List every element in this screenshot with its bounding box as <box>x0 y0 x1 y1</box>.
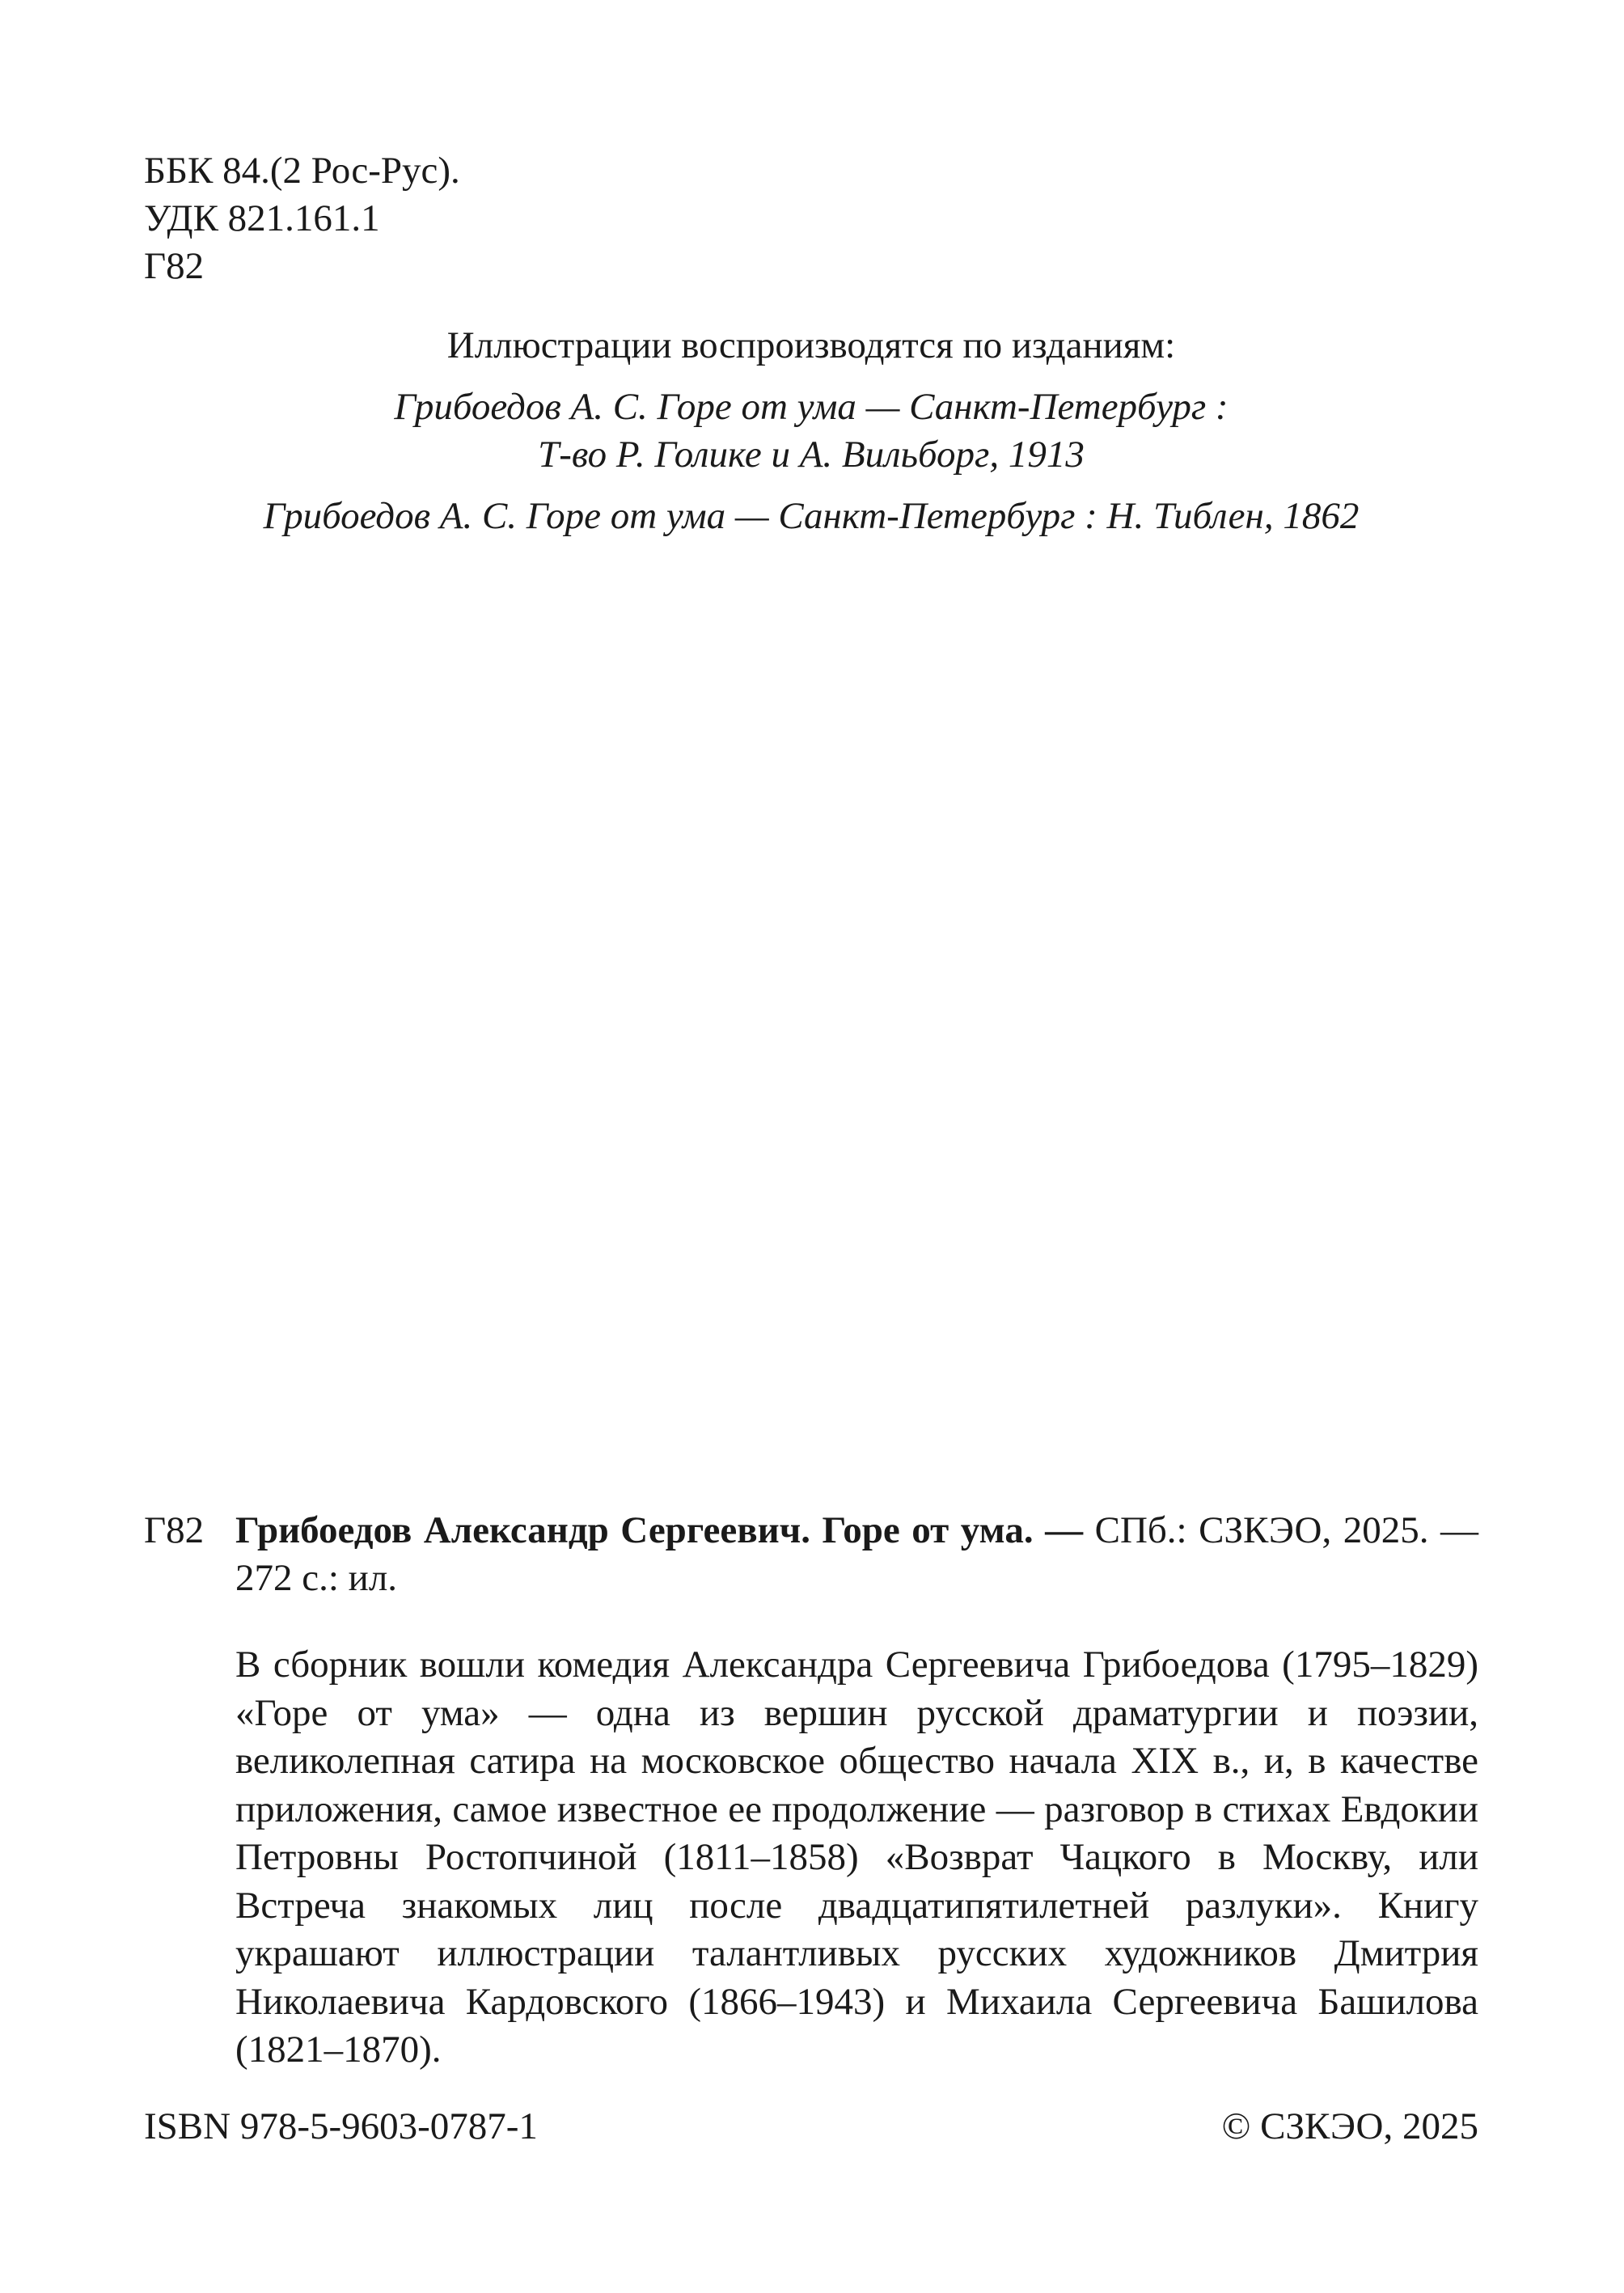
bbk-code: ББК 84.(2 Рос-Рус). <box>144 150 460 192</box>
record-body <box>235 1507 1478 1602</box>
source-item-line: Грибоедов А. С. Горе от ума — Санкт-Петербург : Н. Тиблен, 1862 <box>263 495 1360 537</box>
source-item <box>144 383 1478 479</box>
copyright: © СЗКЭО, 2025 <box>1221 2105 1478 2147</box>
bibliographic-record <box>144 1507 1478 1602</box>
record-title: Грибоедов Александр Сергеевич. Горе от ума. — <box>235 1509 1084 1551</box>
sources-intro: Иллюстрации воспроизводятся по изданиям: <box>446 324 1176 366</box>
source-item-line: Т-во Р. Голике и А. Вильборг, 1913 <box>538 434 1085 476</box>
udk-code: УДК 821.161.1 <box>144 197 380 239</box>
record-imprint: СПб.: СЗКЭО, 2025. — 272 с.: ил. <box>235 1509 1478 1599</box>
isbn: ISBN 978-5-9603-0787-1 <box>144 2105 538 2147</box>
record-code: Г82 <box>144 1509 205 1551</box>
footer <box>144 2103 1478 2151</box>
annotation-text: В сборник вошли комедия Александра Сергеевича Грибоедова (1795–1829) «Горе от ума» — одна из вершин русской драматургии и поэзии, великолепная сатира на московское общество начала XIX в., и, в качестве приложения, самое известное ее продолжение — разговор в стихах Евдокии Петровны Ростопчиной (1811–1858) «Возврат Чацкого в Москву, или Встреча знакомых лиц после двадцатипятилетней разлуки». Книгу украшают иллюстрации талантливых русских художников Дмитрия Николаевича Кардовского (1866–1943) и Михаила Сергеевича Башилова (1821–1870). <box>235 1644 1478 2071</box>
classification-block <box>144 147 460 290</box>
source-item-line: Грибоедов А. С. Горе от ума — Санкт-Петербург : <box>394 386 1229 428</box>
illustration-sources <box>144 322 1478 554</box>
source-item <box>144 493 1478 540</box>
author-code: Г82 <box>144 245 205 287</box>
